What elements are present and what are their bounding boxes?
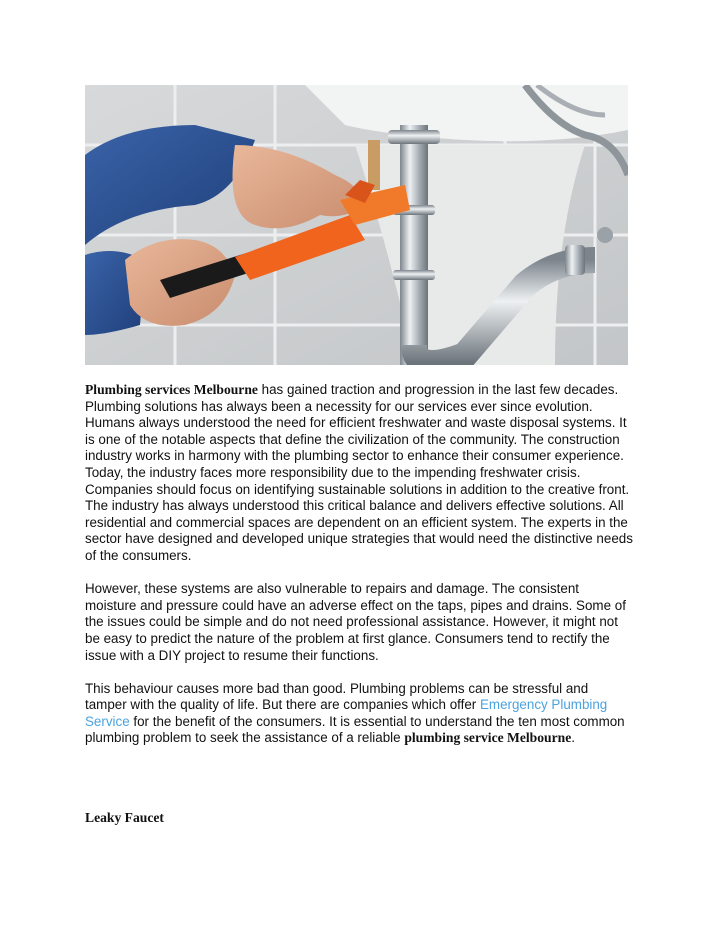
paragraph-sustainable: Companies should focus on identifying sustainable solutions in addition to the creative front. The industry has always understood this critical balance and delivers effective solutions. All residential and commercial spaces are dependent on an efficient system. The experts in the sector have designed and developed unique strategies that would need the distinctive needs of the consumers. (85, 481, 633, 563)
paragraph-intro-text: has gained traction and progression in the last few decades. Plumbing solutions has always been a necessity for our services ever since evolution. Humans always understood the need for efficient freshwater and waste disposal systems. It is one of the notable aspects that define the civilization of the community. The construction industry works in harmony with the plumbing sector to enhance their consumer experience. Today, the industry faces more responsibility due to the impending freshwater crisis. (85, 382, 627, 480)
section-heading-leaky-faucet: Leaky Faucet (85, 810, 164, 825)
paragraph-vulnerable: However, these systems are also vulnerable to repairs and damage. The consistent moisture and pressure could have an adverse effect on the taps, pipes and drains. Some of the issues could be simple and do not need professional assistance. However, it might not be easy to predict the nature of the problem at first glance. Consumers tend to rectify the issue with a DIY project to resume their functions. (85, 581, 626, 663)
paragraph-intro (85, 382, 633, 482)
paragraph-behaviour-text: This behaviour causes more bad than good. Plumbing problems can be stressful and tamper with the quality of life. But there are companies which offer (85, 680, 589, 713)
plumber-photo-illustration (85, 85, 628, 365)
paragraph-behaviour (85, 681, 633, 747)
paragraph-behaviour-continued: for the benefit of the consumers. It is essential to understand the ten most common plumbing problem to seek the assistance of a reliable (85, 713, 625, 746)
article-body (85, 382, 633, 747)
keyword-plumbing-service-melbourne: plumbing service Melbourne (404, 730, 572, 746)
emergency-plumbing-service-link[interactable]: Emergency Plumbing Service (85, 697, 608, 729)
sentence-period: . (571, 730, 575, 746)
keyword-plumbing-services-melbourne: Plumbing services Melbourne (85, 382, 258, 397)
hero-image (85, 85, 628, 365)
